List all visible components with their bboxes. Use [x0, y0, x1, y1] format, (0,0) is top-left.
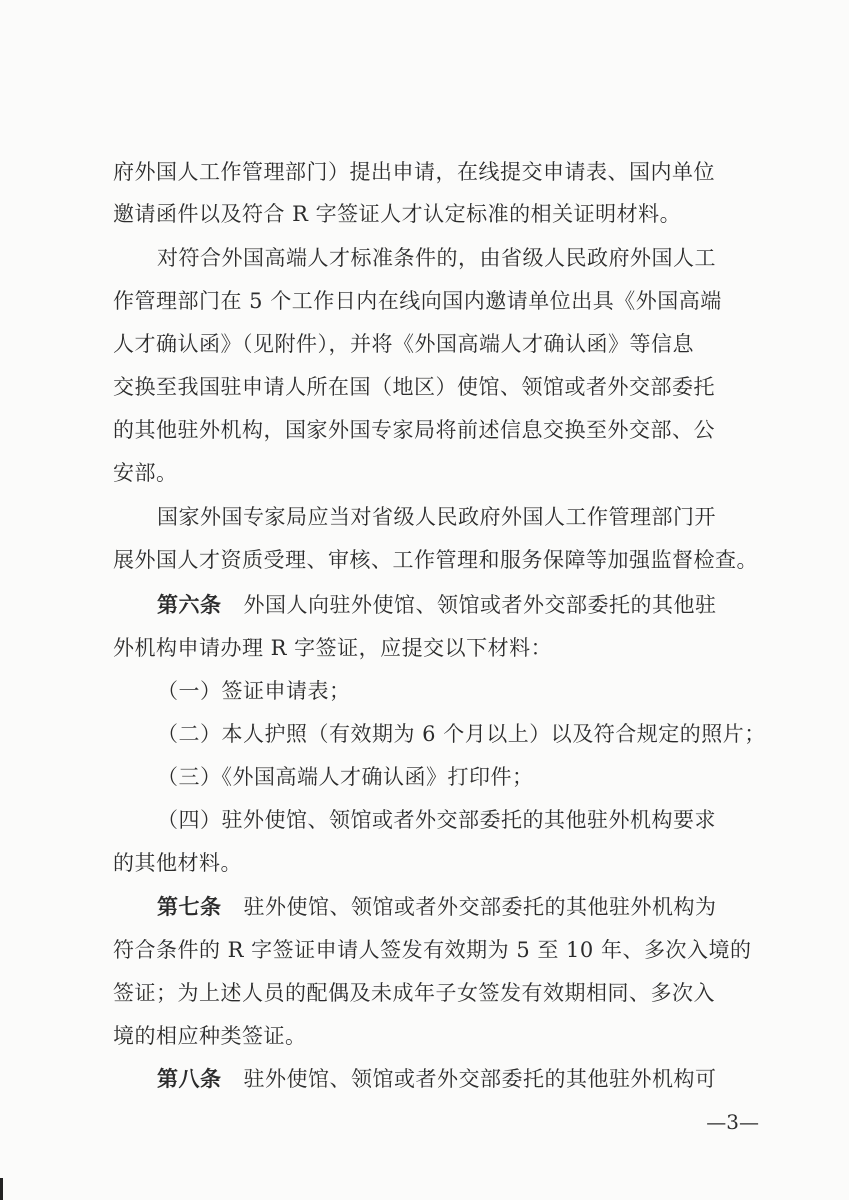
text-line: 邀请函件以及符合 R 字签证人才认定标准的相关证明材料。 [113, 202, 682, 226]
article-7-line [157, 892, 717, 922]
text-line: 府外国人工作管理部门）提出申请，在线提交申请表、国内单位 [113, 160, 715, 184]
list-item: （二）本人护照（有效期为 6 个月以上）以及符合规定的照片； [157, 722, 766, 746]
list-item: （三）《外国高端人才确认函》打印件； [157, 765, 534, 789]
text-line: 的其他驻外机构，国家外国专家局将前述信息交换至外交部、公 [113, 418, 715, 442]
article-text: 外国人向驻外使馆、领馆或者外交部委托的其他驻 [243, 593, 717, 617]
text-line: 境的相应种类签证。 [113, 1024, 307, 1048]
text-line: 人才确认函》（见附件），并将《外国高端人才确认函》等信息 [113, 332, 694, 356]
article-heading: 第八条 [157, 1066, 222, 1091]
article-6-line [157, 590, 717, 620]
text-line: 对符合外国高端人才标准条件的，由省级人民政府外国人工 [157, 246, 716, 270]
text-line: 国家外国专家局应当对省级人民政府外国人工作管理部门开 [157, 505, 716, 529]
article-text: 驻外使馆、领馆或者外交部委托的其他驻外机构可 [243, 1067, 717, 1091]
text-line: 的其他材料。 [113, 851, 242, 875]
article-heading: 第六条 [157, 592, 222, 617]
page-number: —3— [706, 1110, 759, 1134]
text-line: 作管理部门在 5 个工作日内在线向国内邀请单位出具《外国高端 [113, 289, 722, 313]
list-item: （一）签证申请表； [157, 679, 351, 703]
list-item: （四）驻外使馆、领馆或者外交部委托的其他驻外机构要求 [157, 808, 716, 832]
text-line: 交换至我国驻申请人所在国（地区）使馆、领馆或者外交部委托 [113, 375, 715, 399]
text-line: 安部。 [113, 461, 178, 485]
text-line: 外机构申请办理 R 字签证，应提交以下材料： [113, 636, 553, 660]
article-text: 驻外使馆、领馆或者外交部委托的其他驻外机构为 [243, 895, 717, 919]
text-line: 展外国人才资质受理、审核、工作管理和服务保障等加强监督检查。 [113, 548, 758, 572]
text-line: 签证；为上述人员的配偶及未成年子女签发有效期相同、多次入 [113, 981, 715, 1005]
article-8-line [157, 1064, 717, 1094]
text-line: 符合条件的 R 字签证申请人签发有效期为 5 至 10 年、多次入境的 [113, 938, 752, 962]
article-heading: 第七条 [157, 894, 222, 919]
scan-edge-mark [0, 1178, 3, 1200]
